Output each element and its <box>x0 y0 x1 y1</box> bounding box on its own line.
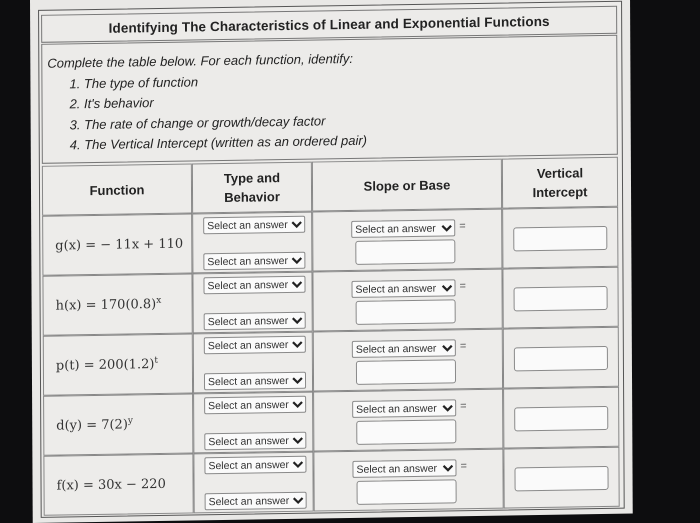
instruction-item: 2. It's behavior <box>69 95 154 112</box>
function-type-select[interactable]: Select an answer <box>204 336 306 355</box>
type-behavior-cell <box>193 332 313 394</box>
header-function: Function <box>42 163 192 215</box>
function-cell <box>43 453 193 515</box>
function-label: g(x) = − 11x + 110 <box>55 236 184 254</box>
vertical-intercept-cell <box>503 387 619 449</box>
vertical-intercept-input[interactable] <box>514 286 608 311</box>
equals-sign: = <box>459 220 466 233</box>
chevron-down-icon <box>292 435 303 446</box>
chevron-down-icon <box>442 342 453 353</box>
slope-base-select[interactable]: Select an answer <box>352 459 456 478</box>
function-label: $h(x) = 170(0.8)^x$ <box>55 295 162 314</box>
chevron-down-icon <box>441 222 452 233</box>
header-type-behavior: Type and Behavior <box>192 162 312 214</box>
chevron-down-icon <box>291 279 302 290</box>
instructions <box>41 35 618 164</box>
slope-value-input[interactable] <box>356 299 456 325</box>
slope-base-select[interactable]: Select an answer <box>351 219 455 238</box>
vertical-intercept-cell <box>502 207 618 269</box>
function-cell <box>42 273 192 335</box>
slope-base-cell <box>313 389 503 452</box>
behavior-select[interactable]: Select an answer <box>204 312 306 331</box>
slope-base-select[interactable]: Select an answer <box>352 339 456 358</box>
chevron-down-icon <box>292 315 303 326</box>
chevron-down-icon <box>292 459 303 470</box>
type-behavior-cell <box>193 392 313 454</box>
header-vertical-intercept: Vertical Intercept <box>502 157 618 209</box>
slope-base-select[interactable]: Select an answer <box>352 399 456 418</box>
type-behavior-cell <box>192 212 312 274</box>
vertical-intercept-input[interactable] <box>514 406 608 431</box>
function-label: $p(t) = 200(1.2)^t$ <box>55 355 159 374</box>
function-cell <box>42 213 192 275</box>
chevron-down-icon <box>292 375 303 386</box>
function-type-select[interactable]: Select an answer <box>204 396 306 415</box>
vertical-intercept-cell <box>502 267 618 329</box>
slope-value-input[interactable] <box>357 479 457 505</box>
slope-base-cell <box>313 449 503 512</box>
chevron-down-icon <box>442 462 453 473</box>
slope-base-cell <box>312 269 502 332</box>
answer-table <box>42 157 620 516</box>
equals-sign: = <box>460 400 467 413</box>
behavior-select[interactable]: Select an answer <box>204 432 306 451</box>
function-cell <box>43 393 193 455</box>
vertical-intercept-cell <box>503 327 619 389</box>
chevron-down-icon <box>442 282 453 293</box>
equals-sign: = <box>459 280 466 293</box>
chevron-down-icon <box>292 399 303 410</box>
worksheet-page <box>30 0 633 523</box>
vertical-intercept-input[interactable] <box>514 346 608 371</box>
type-behavior-cell <box>192 272 312 334</box>
vertical-intercept-input[interactable] <box>514 466 608 491</box>
chevron-down-icon <box>292 339 303 350</box>
function-type-select[interactable]: Select an answer <box>204 456 306 475</box>
function-cell <box>43 333 193 395</box>
slope-value-input[interactable] <box>355 239 455 265</box>
chevron-down-icon <box>291 219 302 230</box>
slope-value-input[interactable] <box>356 359 456 385</box>
behavior-select[interactable]: Select an answer <box>204 372 306 391</box>
instructions-list <box>47 65 616 156</box>
header-slope-base: Slope or Base <box>312 159 502 212</box>
slope-base-cell <box>313 329 503 392</box>
function-label: $d(y) = 7(2)^y$ <box>56 415 133 434</box>
slope-base-cell <box>312 209 502 272</box>
instructions-intro: Complete the table below. For each function, identify: <box>47 50 354 71</box>
vertical-intercept-input[interactable] <box>513 226 607 251</box>
behavior-select[interactable]: Select an answer <box>205 492 307 511</box>
type-behavior-cell <box>193 452 313 514</box>
function-label: f(x) = 30x − 220 <box>56 476 166 494</box>
function-type-select[interactable]: Select an answer <box>203 276 305 295</box>
worksheet-frame <box>38 1 625 518</box>
chevron-down-icon <box>442 402 453 413</box>
slope-base-select[interactable]: Select an answer <box>351 279 455 298</box>
instruction-item: 1. The type of function <box>69 73 199 91</box>
function-type-select[interactable]: Select an answer <box>203 216 305 235</box>
instruction-item: 3. The rate of change or growth/decay factor <box>69 112 326 132</box>
slope-value-input[interactable] <box>356 419 456 445</box>
instruction-item: 4. The Vertical Intercept (written as an ordered pair) <box>69 132 368 153</box>
vertical-intercept-cell <box>503 447 619 509</box>
page-title: Identifying The Characteristics of Linear and Exponential Functions <box>41 6 617 43</box>
chevron-down-icon <box>291 255 302 266</box>
chevron-down-icon <box>293 495 304 506</box>
equals-sign: = <box>459 340 467 353</box>
equals-sign: = <box>460 460 467 473</box>
behavior-select[interactable]: Select an answer <box>203 252 305 271</box>
